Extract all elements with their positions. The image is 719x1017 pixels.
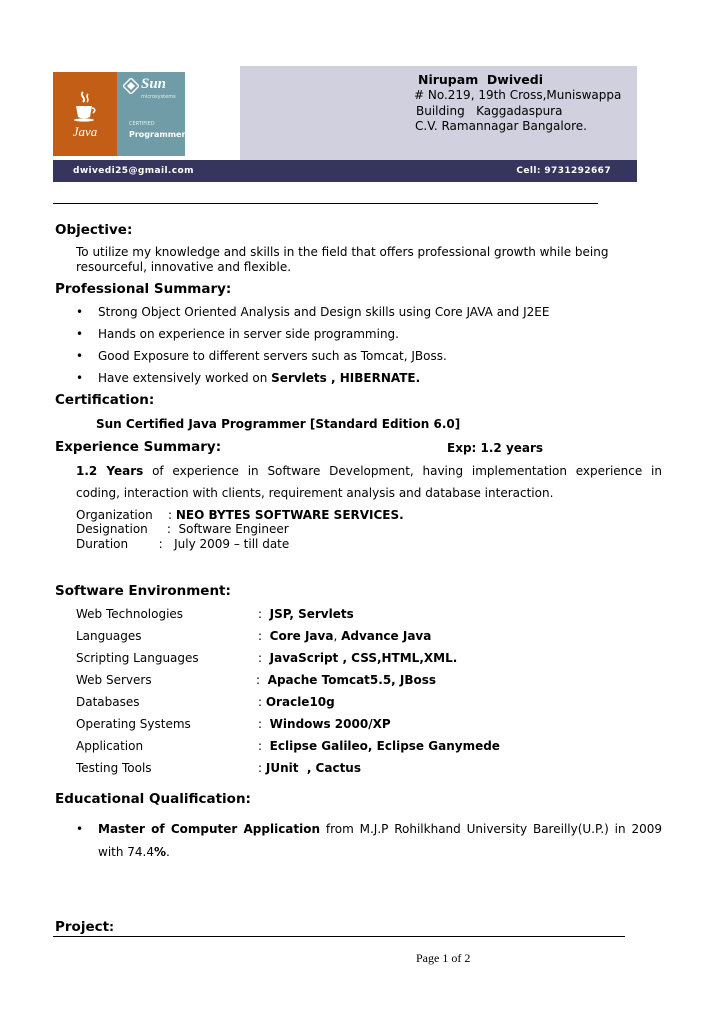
separator: : (258, 607, 270, 621)
list-item: • (76, 371, 84, 385)
percent-sign: % (154, 845, 167, 859)
objective-heading: Objective: (55, 222, 133, 238)
duration-row: Duration : July 2009 – till date (76, 537, 290, 551)
score-text: with 74.4 (98, 845, 154, 859)
organization-label: Organization : (76, 508, 176, 522)
sun-logo-text: Sun (141, 76, 167, 92)
java-logo-panel (53, 72, 117, 156)
separator: : (258, 651, 270, 665)
separator: : (258, 695, 266, 709)
experience-line-1 (76, 464, 662, 478)
project-underline (53, 936, 625, 937)
cell-number: Cell: 9731292667 (516, 166, 611, 176)
software-row-value (258, 651, 457, 665)
education-line-1 (98, 822, 662, 836)
separator: : (258, 761, 266, 775)
organization-row (76, 508, 404, 522)
separator: : (258, 717, 270, 731)
software-row-label: Databases (76, 695, 140, 709)
experience-heading: Experience Summary: (55, 439, 222, 455)
java-cup-icon (73, 90, 97, 122)
software-row-value (258, 629, 431, 643)
summary-heading: Professional Summary: (55, 281, 232, 297)
candidate-name: Nirupam Dwivedi (418, 72, 543, 87)
list-item: • (76, 327, 84, 341)
separator: : (258, 739, 270, 753)
software-row-value (256, 673, 436, 687)
software-row-value-text: JavaScript , CSS,HTML,XML. (269, 651, 458, 665)
certified-text: CERTIFIED (129, 121, 155, 127)
software-row-label: Web Servers (76, 673, 152, 687)
education-heading: Educational Qualification: (55, 791, 251, 807)
experience-years: Exp: 1.2 years (447, 441, 544, 455)
summary-item-4-prefix: Have extensively worked on (98, 371, 272, 385)
separator: , (333, 629, 342, 643)
list-item: • (76, 305, 84, 319)
software-row-value-text: JSP, Servlets (269, 607, 354, 621)
experience-years-bold: 1.2 Years (76, 464, 144, 478)
software-row-value (258, 761, 361, 775)
software-row-value-text: Core Java (269, 629, 334, 643)
separator: : (258, 629, 270, 643)
summary-item-3: Good Exposure to different servers such as Tomcat, JBoss. (98, 349, 447, 363)
page-number: Page 1 of 2 (416, 951, 471, 965)
sun-sub-text: microsystems (141, 94, 176, 100)
education-line-1-rest: from M.J.P Rohilkhand University Bareilly(U.P.) in 2009 (320, 822, 662, 836)
email-link[interactable]: dwivedi25@gmail.com (73, 166, 194, 176)
java-certified-logo (53, 72, 185, 156)
software-row-value-text: JUnit , Cactus (265, 761, 361, 775)
certification-text: Sun Certified Java Programmer [Standard Edition 6.0] (96, 417, 461, 431)
software-row-value-text: Advance Java (341, 629, 432, 643)
summary-item-4 (98, 371, 420, 385)
software-row-value-text: Apache Tomcat5.5, JBoss (267, 673, 437, 687)
period: . (166, 845, 170, 859)
software-row-value-text: Windows 2000/XP (269, 717, 391, 731)
list-item: • (76, 349, 84, 363)
separator: : (256, 673, 268, 687)
address-line-2: Building Kaggadaspura (416, 104, 563, 118)
project-heading (55, 919, 114, 935)
project-heading-text: Project (55, 919, 110, 935)
experience-line-1-rest: of experience in Software Development, having implementation experience in (143, 464, 662, 478)
sun-logo-panel (117, 72, 185, 156)
certification-heading: Certification: (55, 392, 155, 408)
designation-row: Designation : Software Engineer (76, 522, 289, 536)
header-divider (53, 203, 598, 204)
software-row-label: Languages (76, 629, 142, 643)
objective-line-2: resourceful, innovative and flexible. (76, 260, 292, 274)
summary-item-2: Hands on experience in server side programming. (98, 327, 399, 341)
address-line-1: # No.219, 19th Cross,Muniswappa (414, 88, 622, 102)
software-row-label: Scripting Languages (76, 651, 199, 665)
organization-value: NEO BYTES SOFTWARE SERVICES. (175, 508, 404, 522)
software-row-label: Operating Systems (76, 717, 191, 731)
project-colon: : (109, 920, 114, 934)
contact-bar (53, 160, 637, 182)
summary-item-4-bold: Servlets , HIBERNATE. (271, 371, 421, 385)
software-row-label: Web Technologies (76, 607, 184, 621)
java-logo-text: Java (72, 124, 98, 139)
programmer-text: Programmer (129, 130, 186, 139)
software-row-value (258, 739, 500, 753)
software-row-value (258, 695, 335, 709)
software-row-label: Application (76, 739, 144, 753)
list-item: • (76, 822, 84, 836)
software-row-value (258, 717, 391, 731)
degree-name: Master of Computer Application (98, 822, 321, 836)
sun-diamond-icon (123, 78, 139, 94)
software-row-label: Testing Tools (76, 761, 152, 775)
software-heading: Software Environment: (55, 583, 231, 599)
education-line-2 (98, 845, 170, 859)
address-line-3: C.V. Ramannagar Bangalore. (415, 119, 587, 133)
software-row-value (258, 607, 354, 621)
software-row-value-text: Eclipse Galileo, Eclipse Ganymede (269, 739, 500, 753)
objective-line-1: To utilize my knowledge and skills in the field that offers professional growth while being (76, 245, 609, 259)
software-row-value-text: Oracle10g (265, 695, 335, 709)
experience-line-2: coding, interaction with clients, requirement analysis and database interaction. (76, 486, 554, 500)
summary-item-1: Strong Object Oriented Analysis and Design skills using Core JAVA and J2EE (98, 305, 550, 319)
